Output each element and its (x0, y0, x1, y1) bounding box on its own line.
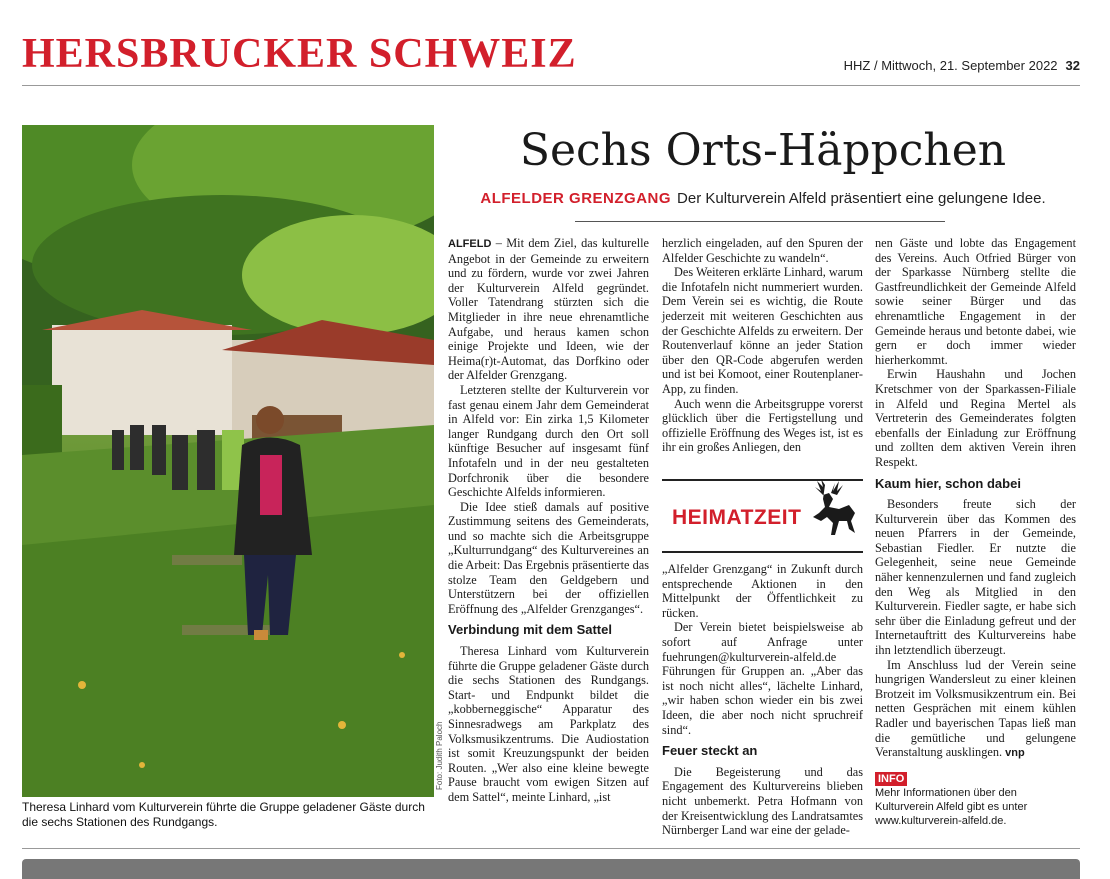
paragraph: Die Idee stieß damals auf positive Zustimmung seitens des Gemeinderats, und so machte sich die Arbeitsgruppe „Kulturrundgang“ des Kulturvereines an die Arbeit: Das Ergebnis präsentierte das stolze Team den Geldgebern und Unterstützern bei der offiziellen Eröffnung des „Alfelder Grenzganges“. (448, 499, 649, 616)
next-section-bar (22, 859, 1080, 879)
top-rule (22, 85, 1080, 86)
paragraph-text: Im Anschluss lud der Verein seine hungrigen Wandersleut zu einer kleinen Brotzeit im Volksmusikzentrum ein. Bei netten Gesprächen mit einem kühlen Radler und bayerischen Tapas ließ man die gemütliche und gelungene Veranstaltung ausklingen. (875, 657, 1076, 760)
article-column-3 (875, 236, 1076, 761)
paragraph: herzlich eingeladen, auf den Spuren der Alfelder Geschichte zu wandeln“. (662, 236, 863, 265)
info-badge: INFO (875, 772, 907, 786)
paragraph: Erwin Haushahn und Jochen Kretschmer von der Sparkassen-Filiale in Alfeld und Regina Mertel als Vertreterin des Gemeinderates folgten ebenfalls der Einladung zur Eröffnung und zollten dem aktiven Verein ihren Respekt. (875, 367, 1076, 469)
paragraph: Auch wenn die Arbeitsgruppe vorerst glücklich über die Fertigstellung und offizielle Eröffnung des Weges ist, ist es ihr ein großes Anliegen, den (662, 396, 863, 455)
photo-credit: Foto: Judith Paloch (435, 721, 444, 790)
hikers-photo-illustration (22, 125, 434, 797)
heimatzeit-label: HEIMATZEIT (672, 506, 802, 529)
article-column-2-continued (662, 562, 863, 838)
stag-icon (803, 477, 863, 547)
issue-date: HHZ / Mittwoch, 21. September 2022 (843, 58, 1058, 73)
kicker: ALFELDER GRENZGANG (480, 190, 672, 207)
article-column-1 (448, 236, 649, 805)
paragraph: Letzteren stellte der Kulturverein vor fast genau einem Jahr dem Gemeinderat in Alfeld vor: Ein zirka 1,5 Kilometer langer Rundgang durch den Ort soll künftige Besucher auf insgesamt fünf Infotafeln und in der neu gestalteten Dorfchronik über die besondere Geschichte Alfelds informieren. (448, 382, 649, 500)
paragraph: Besonders freute sich der Kulturverein über das Kommen des neuen Pfarrers in der Gemeinde, Sebastian Fiedler. Er nutzte die Gelegenheit, seine neue Gemeinde näher kennenzulernen und fand zugleich den Weg als Mitglied in den Kulturverein. Fiedler sagte, er habe sich sehr über die Einladung gefreut und der Internetauftritt des Kulturvereins habe ihn letztendlich überzeugt. (875, 497, 1076, 658)
paragraph (875, 658, 1076, 761)
article-headline: Sechs Orts-Häppchen (519, 125, 1007, 176)
paragraph: „Alfelder Grenzgang“ in Zukunft durch entsprechende Aktionen in den Mittelpunkt der Öffentlichkeit zu rücken. (662, 562, 863, 620)
page-number: 32 (1065, 58, 1080, 73)
article-photo (22, 125, 434, 797)
dateline: ALFELD (448, 238, 492, 250)
subheading: Kaum hier, schon dabei (875, 475, 1021, 491)
subheading: Verbindung mit dem Sattel (448, 622, 612, 638)
headline-rule (575, 221, 945, 222)
info-text: Mehr Informationen über den Kulturverein Alfeld gibt es unter www.kulturverein-alfeld.de. (875, 787, 1028, 827)
paragraph: Der Verein bietet beispielsweise ab sofort auf Anfrage unter fuehrungen@kulturverein-alfeld.de Führungen für Gruppen an. „Aber das ist noch nicht alles“, lächelte Linhard, „wir haben schon wieder ein bis zwei Ideen, die aber noch nicht spruchreif sind“. (662, 620, 863, 737)
bottom-rule (22, 848, 1080, 849)
paragraph: nen Gäste und lobte das Engagement des Vereins. Auch Otfried Bürger von der Sparkasse Nürnberg stellte die Gastfreundlichkeit der Gemeinde Alfeld sowie seiner Bürger und das ehrenamtliche Engagement in der Gemeinde heraus und betonte dabei, wie gern er doch immer wieder hierherkommt. (875, 236, 1076, 367)
logo-rule-bottom (662, 551, 863, 553)
issue-line (844, 58, 1080, 73)
article-subhead (448, 190, 1078, 207)
subline: Der Kulturverein Alfeld präsentiert eine gelungene Idee. (677, 190, 1046, 207)
paragraph (448, 236, 649, 383)
info-box (875, 772, 1076, 828)
paragraph: Theresa Linhard vom Kulturverein führte die Gruppe geladener Gäste durch die sechs Stationen des Rundgangs. Start- und Endpunkt bildet die „kobberneggische“ Apparatur des Sinnesradwegs am Parkplatz des Volksmusikzentrums. Die Audiostation ist somit Kreuzungspunkt der beiden Routen. „Wer also eine kleine bewegte Pause braucht vom ewigen Sitzen auf dem Sattel“, meinte Linhard, „ist (448, 644, 649, 804)
paragraph-text: – Mit dem Ziel, das kulturelle Angebot in der Gemeinde zu erweitern und zu fördern, wurde vor zwei Jahren der Kulturverein Alfeld gegründet. Voller Tatendrang stürzten sich die Mitglieder in ihre neue ehrenamtliche Aufgabe, und heraus kamen schon einige Projekte und Ideen, wie der Heima(r)t-Automat, das Dorfkino oder der Alfelder Grenzgang. (448, 236, 649, 383)
paragraph: Des Weiteren erklärte Linhard, warum die Infotafeln nicht nummeriert wurden. Dem Verein sei es wichtig, die Route jederzeit mit weiteren Geschichten aus der Geschichte Alfelds zu erweitern. Der Routenverlauf könne an jeder Station über den QR-Code abgerufen werden und ist bei Komoot, einer Routenplaner-App, zu finden. (662, 265, 863, 396)
masthead: HERSBRUCKER SCHWEIZ (22, 31, 577, 77)
article-column-2 (662, 236, 863, 455)
paragraph: Die Begeisterung und das Engagement des Kulturvereins blieben nicht unbemerkt. Petra Hofmann von der Kreisentwicklung des Landratsamtes Nürnberger Land war eine der gelade- (662, 764, 863, 838)
photo-caption: Theresa Linhard vom Kulturverein führte die Gruppe geladener Gäste durch die sechs Stationen des Rundgangs. (22, 800, 425, 829)
author-initials: vnp (1005, 747, 1025, 760)
heimatzeit-logo (662, 473, 863, 555)
subheading: Feuer steckt an (662, 743, 758, 759)
